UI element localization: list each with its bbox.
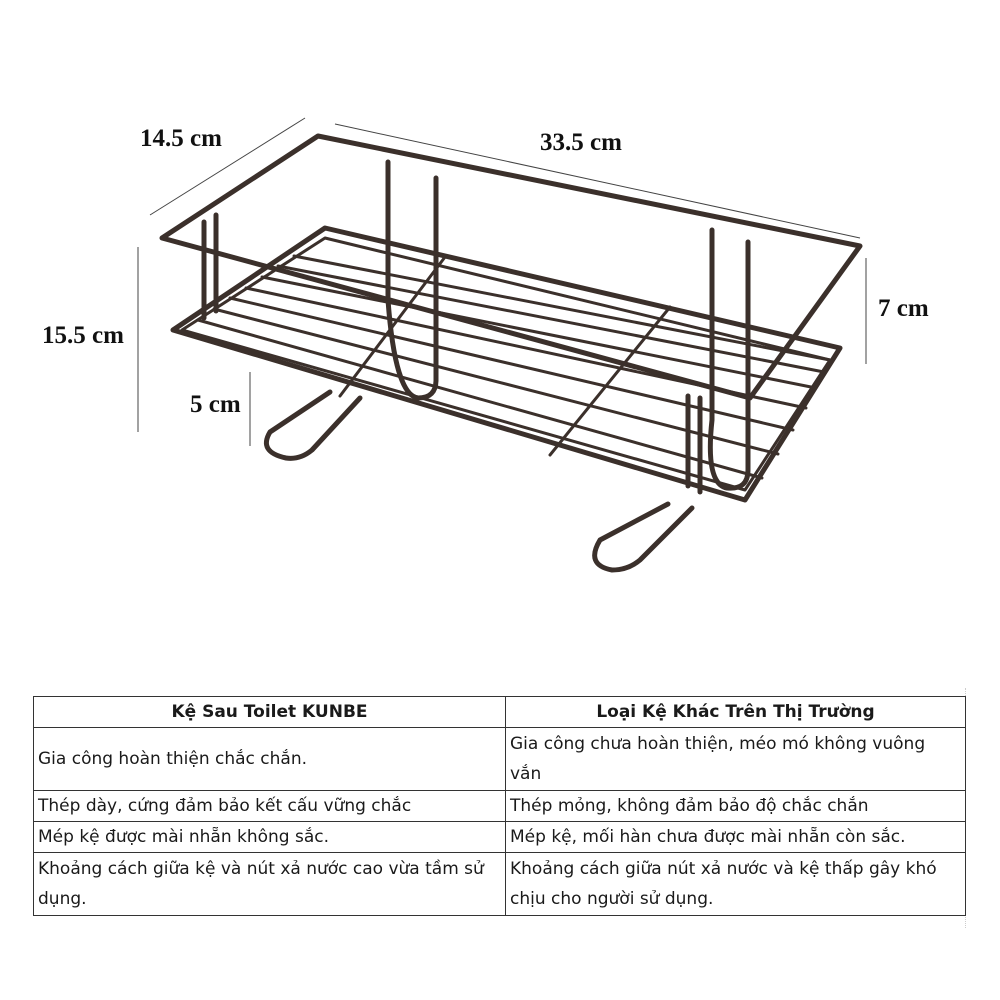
table-cell: Thép dày, cứng đảm bảo kết cấu vững chắc <box>34 791 506 822</box>
width-label: 33.5 cm <box>540 129 622 156</box>
wire-shelf-illustration <box>162 136 860 570</box>
hook-leg-left <box>266 392 360 458</box>
table-row <box>34 728 966 791</box>
hook-leg-right <box>595 504 692 570</box>
table-row <box>34 853 966 916</box>
table-cell: Mép kệ được mài nhẵn không sắc. <box>34 822 506 853</box>
comparison-table <box>33 696 966 916</box>
column-header-kunbe: Kệ Sau Toilet KUNBE <box>34 697 506 728</box>
table-cell: Khoảng cách giữa kệ và nút xả nước cao vừa tầm sử dụng. <box>34 853 506 916</box>
table-row <box>34 822 966 853</box>
depth-label: 14.5 cm <box>140 125 222 152</box>
height-back-label: 7 cm <box>878 295 929 322</box>
table-cell: Gia công hoàn thiện chắc chắn. <box>34 728 506 791</box>
table-cell: Khoảng cách giữa nút xả nước và kệ thấp gây khó chịu cho người sử dụng. <box>506 853 966 916</box>
table-cell: Thép mỏng, không đảm bảo độ chắc chắn <box>506 791 966 822</box>
table-cell: Gia công chưa hoàn thiện, méo mó không vuông vắn <box>506 728 966 791</box>
height-total-label: 15.5 cm <box>42 322 124 349</box>
column-header-others: Loại Kệ Khác Trên Thị Trường <box>506 697 966 728</box>
rear-hook-right <box>710 230 748 488</box>
table-cell: Mép kệ, mối hàn chưa được mài nhẵn còn sắc. <box>506 822 966 853</box>
table-row <box>34 791 966 822</box>
table-header-row <box>34 697 966 728</box>
hook-height-label: 5 cm <box>190 391 241 418</box>
